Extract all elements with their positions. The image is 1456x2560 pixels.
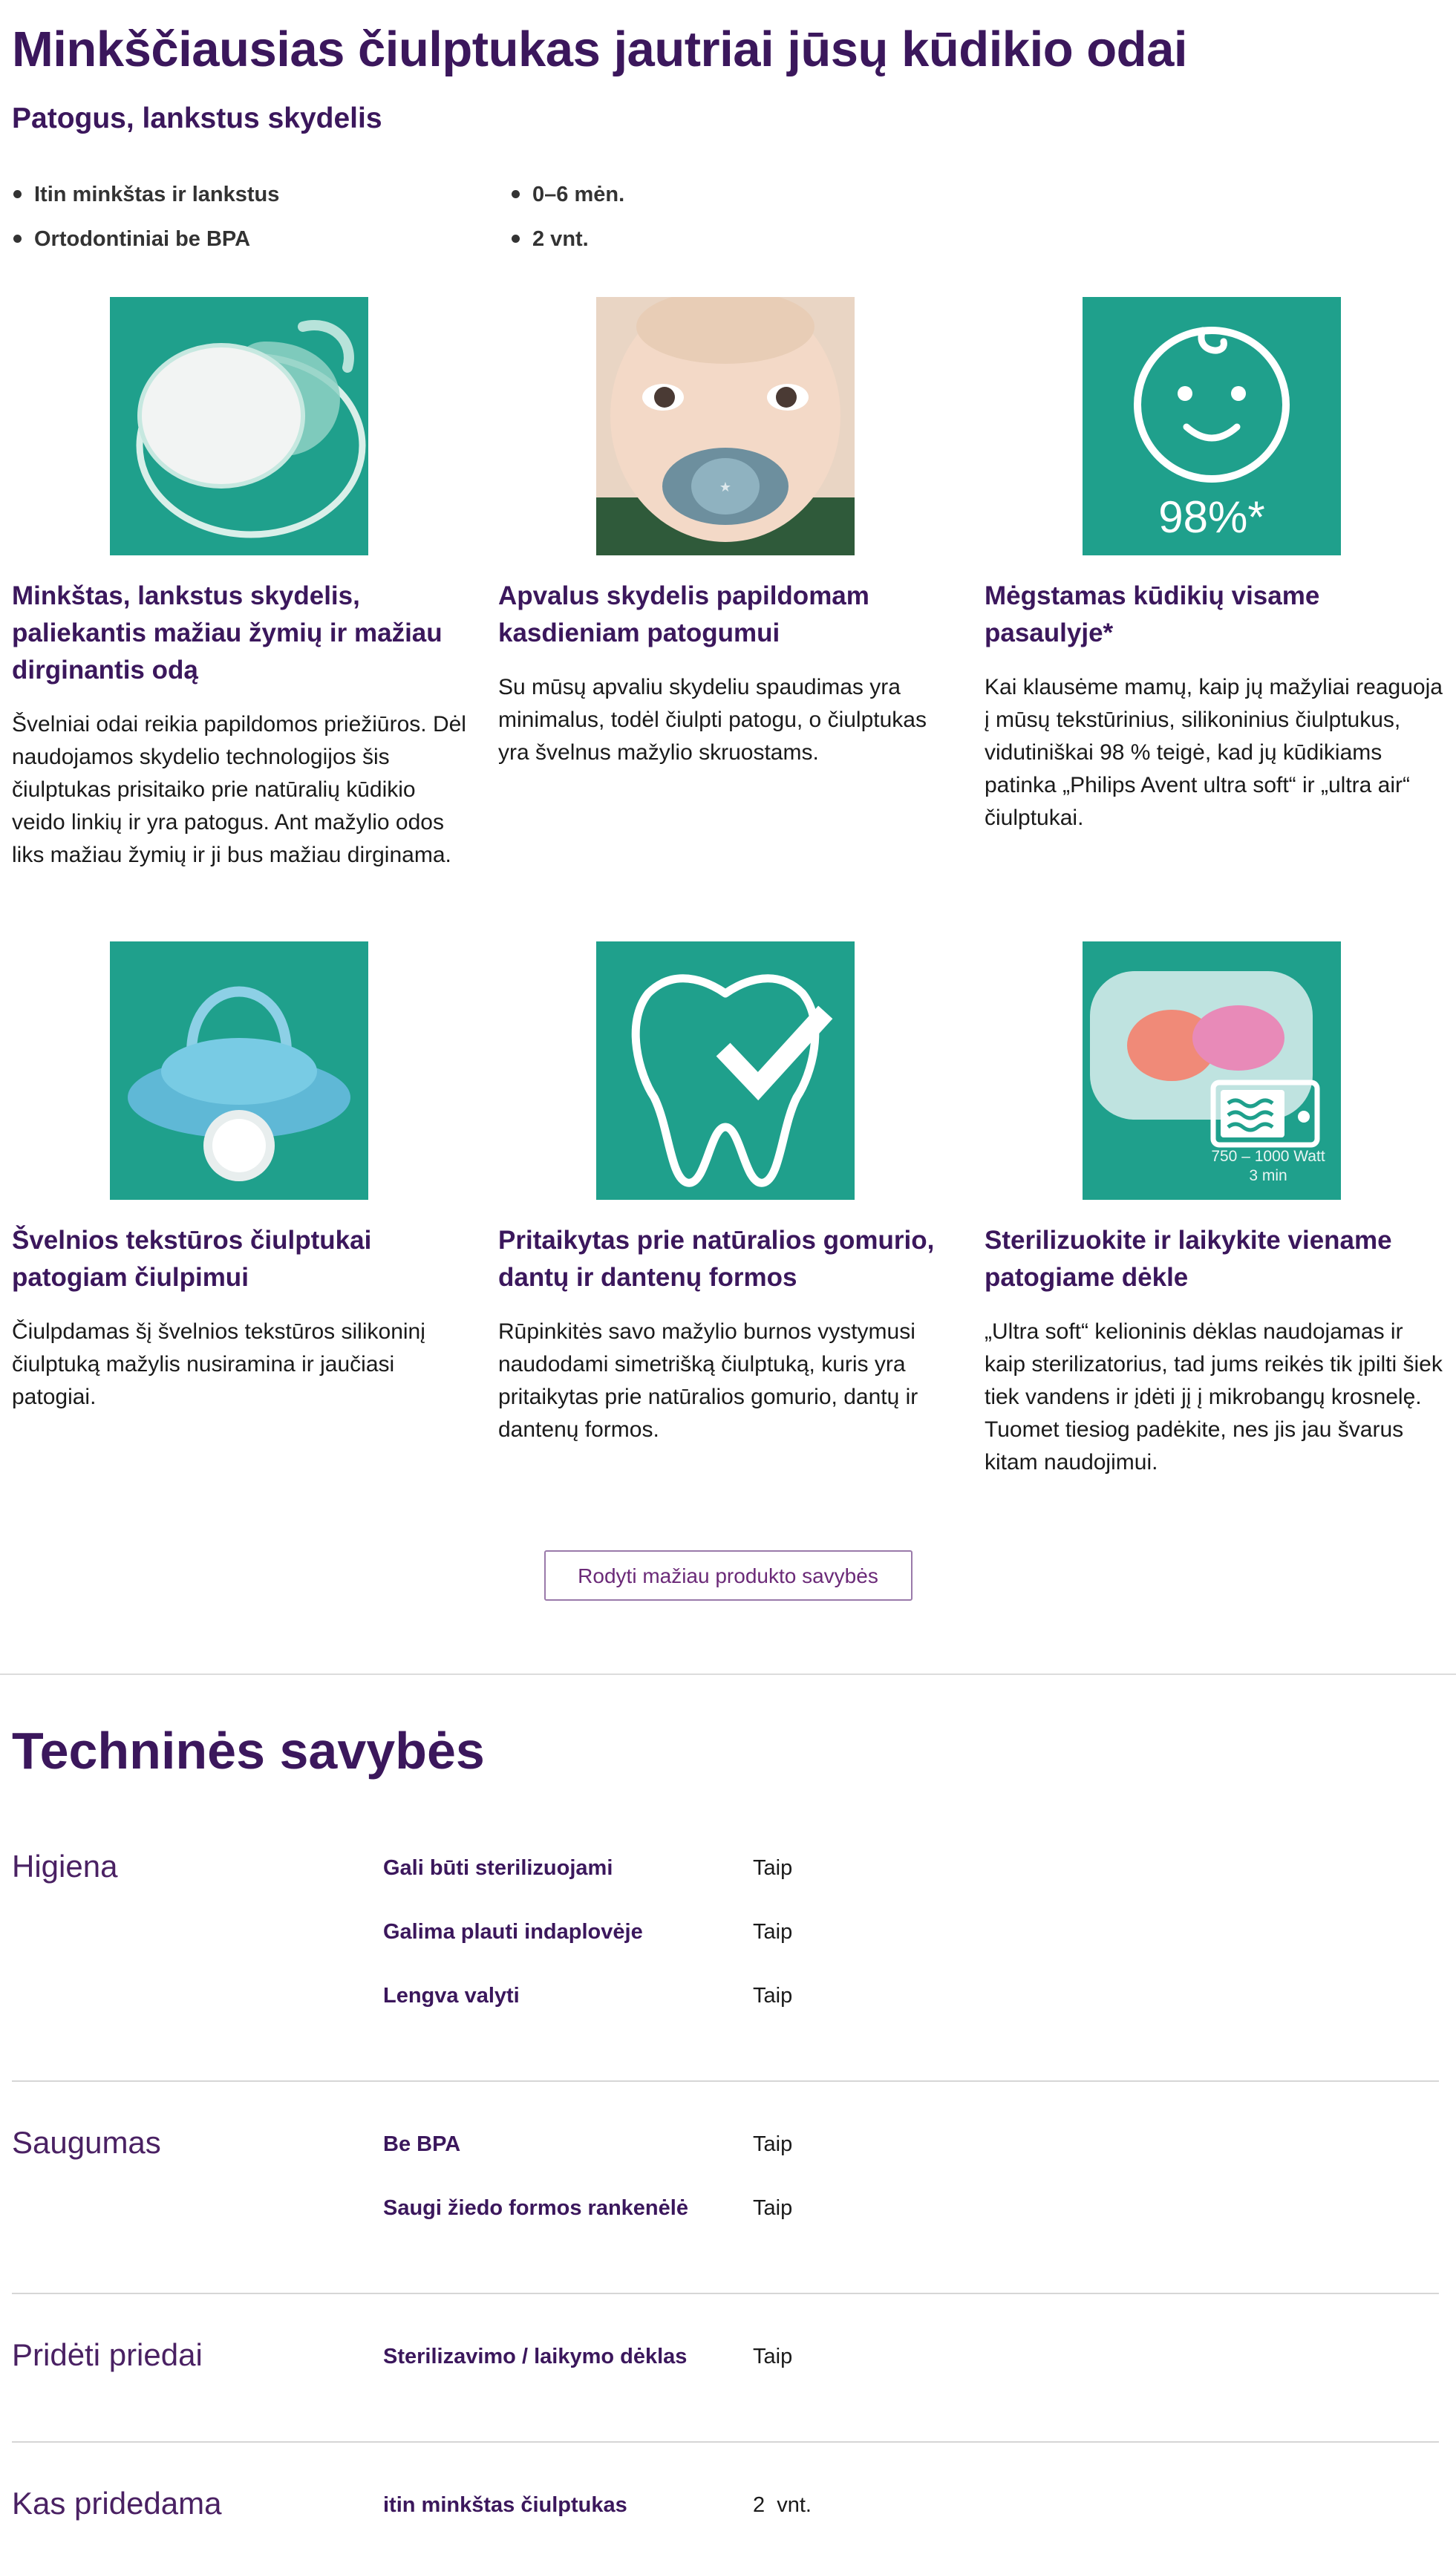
benefit-item: 2 vnt.	[510, 224, 985, 269]
feature-description: Čiulpdamas šį švelnios tekstūros silikoninį čiulptuką mažylis nusiramina ir jaučiasi patogiai.	[12, 1319, 425, 1409]
key-benefits-list-right	[510, 180, 985, 269]
spec-value: Taip	[753, 1920, 793, 1944]
spec-value: 2 vnt.	[753, 2493, 812, 2517]
page-subtitle: Patogus, lankstus skydelis	[12, 102, 382, 134]
spec-key: Saugi žiedo formos rankenėlė	[383, 2196, 688, 2220]
feature-grid	[12, 297, 1446, 1475]
spec-key: Galima plauti indaplovėje	[383, 1920, 643, 1944]
key-benefits-list-left	[12, 180, 487, 269]
smiling-baby-icon	[1083, 297, 1341, 555]
spec-value: Taip	[753, 1856, 793, 1880]
feature-description: Rūpinkitės savo mažylio burnos vystymusi naudodami simetrišką čiulptuką, kuris yra pritaikytas prie natūralios gomurio, dantų ir dantenų formos.	[498, 1319, 918, 1442]
feature-card	[12, 297, 472, 941]
spec-category: Higiena	[12, 1849, 118, 1884]
sterilizer-case-image	[1083, 941, 1341, 1200]
feature-description: Su mūsų apvaliu skydeliu spaudimas yra minimalus, todėl čiulpti patogu, o čiulptukas yra švelnus mažylio skruostams.	[498, 675, 927, 765]
feature-title: Minkštas, lankstus skydelis, paliekantis mažiau žymių ir mažiau dirginantis odą	[12, 581, 443, 685]
feature-description: Švelniai odai reikia papildomos priežiūros. Dėl naudojamos skydelio technologijos šis čiulptukas prisitaiko prie natūralių kūdikio veido linkių ir yra patogus. Ant mažylio odos liks mažiau žymių ir ji bus mažiau dirginama.	[12, 712, 466, 867]
spec-key: Sterilizavimo / laikymo dėklas	[383, 2345, 688, 2368]
show-less-features-button[interactable]: Rodyti mažiau produkto savybės	[544, 1550, 913, 1601]
spec-divider	[12, 2080, 1439, 2082]
feature-title: Sterilizuokite ir laikykite viename patogiame dėkle	[985, 1226, 1392, 1292]
spec-key: itin minkštas čiulptukas	[383, 2493, 627, 2517]
feature-description: „Ultra soft“ kelioninis dėklas naudojamas ir kaip sterilizatorius, tad jums reikės tik įpilti šiek tiek vandens ir įdėti jį į mikrobangų krosnelę. Tuomet tiesiog padėkite, nes jis jau švarus kitam naudojimui.	[985, 1319, 1443, 1475]
benefit-item: Ortodontiniai be BPA	[12, 224, 487, 269]
feature-description: Kai klausėme mamų, kaip jų mažyliai reaguoja į mūsų tekstūrinius, silikoninius čiulptukus, vidutiniškai 98 % teigė, kad jų kūdikiams patinka „Philips Avent ultra soft“ ir „ultra air“ čiulptukai.	[985, 675, 1443, 830]
feature-title: Apvalus skydelis papildomam kasdieniam patogumui	[498, 581, 869, 647]
microwave-power-caption: 750 – 1000 Watt	[1211, 1148, 1325, 1165]
spec-category: Kas pridedama	[12, 2486, 222, 2521]
tooth-check-icon	[596, 941, 855, 1200]
soft-shield-pacifier-image	[110, 297, 368, 555]
satisfaction-badge: 98%*	[1158, 492, 1265, 542]
baby-with-pacifier-photo	[596, 297, 855, 555]
show-less-wrapper	[0, 1550, 1456, 1601]
svg-text:★: ★	[719, 480, 732, 495]
feature-title: Mėgstamas kūdikių visame pasaulyje*	[985, 581, 1320, 647]
feature-title: Švelnios tekstūros čiulptukai patogiam čiulpimui	[12, 1226, 372, 1292]
feature-card	[985, 297, 1445, 941]
tech-specs-title: Techninės savybės	[12, 1722, 485, 1780]
spec-value: Taip	[753, 1984, 793, 2008]
spec-divider	[12, 2441, 1439, 2443]
page-title: Minkščiausias čiulptukas jautriai jūsų kūdikio odai	[12, 22, 1187, 77]
benefit-item: 0–6 mėn.	[510, 180, 985, 224]
spec-category: Saugumas	[12, 2125, 161, 2160]
feature-title: Pritaikytas prie natūralios gomurio, dantų ir dantenų formos	[498, 1226, 935, 1292]
feature-card	[985, 941, 1445, 1475]
textured-nipple-pacifier-image	[110, 941, 368, 1200]
section-divider	[0, 1674, 1456, 1675]
spec-category: Pridėti priedai	[12, 2337, 203, 2372]
benefit-item: Itin minkštas ir lankstus	[12, 180, 487, 224]
spec-value: Taip	[753, 2132, 793, 2156]
spec-value: Taip	[753, 2345, 793, 2368]
spec-key: Lengva valyti	[383, 1984, 520, 2008]
spec-value: Taip	[753, 2196, 793, 2220]
feature-card	[498, 297, 959, 941]
microwave-time-caption: 3 min	[1249, 1167, 1287, 1184]
spec-divider	[12, 2293, 1439, 2294]
spec-key: Gali būti sterilizuojami	[383, 1856, 613, 1880]
spec-key: Be BPA	[383, 2132, 461, 2156]
feature-card	[498, 941, 959, 1442]
feature-card	[12, 941, 472, 1409]
